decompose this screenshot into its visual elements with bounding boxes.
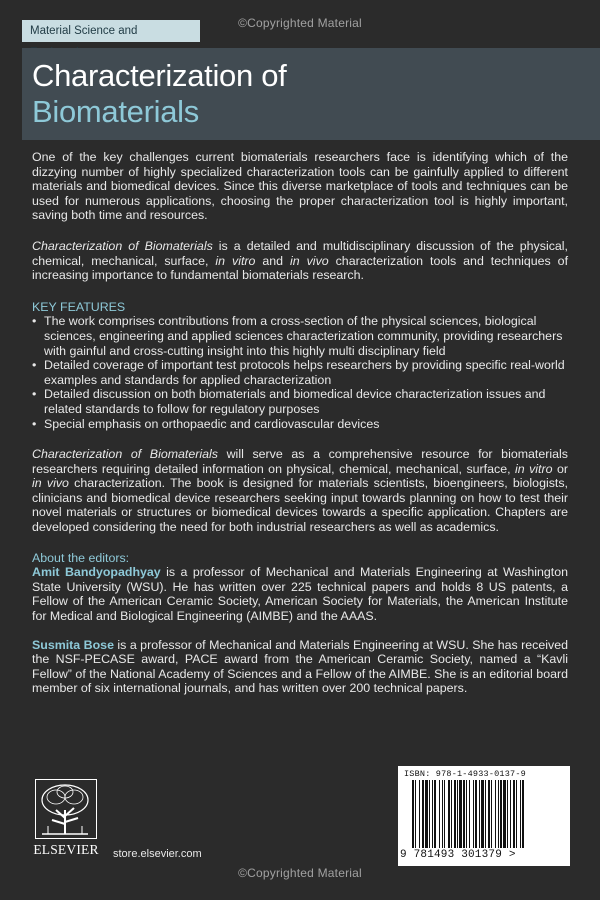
editor-bio-text: is a professor of Mechanical and Materials Engineering at Washington State University (WSU). He has written over 225 technical papers and holds 8 US patents, a Fellow of the American Ceramic Society, American Society for Materials, the American Institute for Medical and Biological Engineering (AIMBE) and the AAAS. [32, 565, 568, 624]
key-feature-item: • The work comprises contributions from a cross-section of the physical sciences, biological sciences, engineering and applied sciences characterization community, providing researchers with gainful and cross-cutting insight into this highly multi disciplinary field [32, 314, 568, 358]
isbn-barcode [398, 766, 570, 866]
description-text-2: characterization tools and techniques of increasing importance to fundamental biomaterials research. [32, 253, 569, 283]
elsevier-logo [30, 779, 102, 863]
copyright-watermark-bottom: ©Copyrighted Material [238, 866, 362, 880]
description-conjunction: and [255, 253, 291, 268]
in-vitro-term: in vitro [515, 461, 553, 476]
editor-bio-text: is a professor of Mechanical and Materials Engineering at WSU. She has received the NSF-PECASE award, PACE award from the American Ceramic Society, named a “Kavli Fellow” of the National Academy of Sciences and a Fellow of the AIMBE. She is an editorial board member of six international journals, and has written over 200 technical papers. [32, 637, 568, 696]
key-feature-item: • Special emphasis on orthopaedic and cardiovascular devices [32, 417, 568, 432]
copyright-watermark-top: ©Copyrighted Material [238, 16, 362, 30]
resource-paragraph [32, 447, 568, 535]
resource-text-1: will serve as a comprehensive resource for biomaterials researchers requiring detailed information on physical, chemical, mechanical, surface, [32, 447, 568, 476]
book-title-line1: Characterization of [32, 58, 287, 93]
book-title-line2: Biomaterials [32, 94, 199, 129]
intro-paragraph: One of the key challenges current biomaterials researchers face is identifying which of the dizzying number of highly specialized characterization tools can be gainfully applied to different materials and biomedical devices. Since this diverse marketplace of tools and techniques can be used for numerous applications, choosing the proper characterization tool is highly important, saving both time and resources. [32, 150, 568, 223]
description-paragraph [32, 239, 568, 283]
key-feature-item: • Detailed coverage of important test protocols helps researchers by providing specific real-world examples and standards for applied characterization [32, 358, 568, 387]
key-features-list [32, 314, 568, 431]
elsevier-tree-icon [35, 779, 97, 839]
in-vitro-term: in vitro [215, 253, 256, 268]
key-features-heading: KEY FEATURES [32, 299, 126, 314]
title-band [22, 48, 600, 140]
isbn-label: ISBN: 978-1-4933-0137-9 [404, 769, 526, 779]
about-editors-heading: About the editors: [32, 550, 130, 565]
book-title-italic: Characterization of Biomaterials [32, 447, 218, 462]
store-url: store.elsevier.com [113, 848, 202, 860]
in-vivo-term: in vivo [32, 476, 69, 491]
editor-name: Susmita Bose [32, 637, 114, 652]
editor-bio [32, 638, 568, 696]
in-vivo-term: in vivo [290, 253, 329, 268]
editor-name: Amit Bandyopadhyay [32, 565, 161, 580]
resource-text-2: characterization. The book is designed for materials scientists, bioengineers, biologists, clinicians and biomedical device researchers seeking input towards planning on how to test their novel materials or structures or biomedical devices towards a specific application. Chapters are developed considering the need for both industrial researchers as well as academics. [32, 476, 568, 535]
back-cover-text [32, 150, 568, 710]
resource-conjunction: or [552, 461, 568, 476]
key-feature-item: • Detailed discussion on both biomaterials and biomedical device characterization issues and related standards to follow for regulatory purposes [32, 387, 568, 416]
series-label: Material Science and [22, 20, 200, 42]
description-text-1: is a detailed and multidisciplinary discussion of the physical, chemical, mechanical, surface, [32, 238, 568, 268]
isbn-digits: 9 781493 301379 > [400, 849, 516, 861]
book-title-italic: Characterization of Biomaterials [32, 238, 213, 253]
publisher-name: ELSEVIER [33, 842, 99, 857]
editor-bio [32, 565, 568, 623]
